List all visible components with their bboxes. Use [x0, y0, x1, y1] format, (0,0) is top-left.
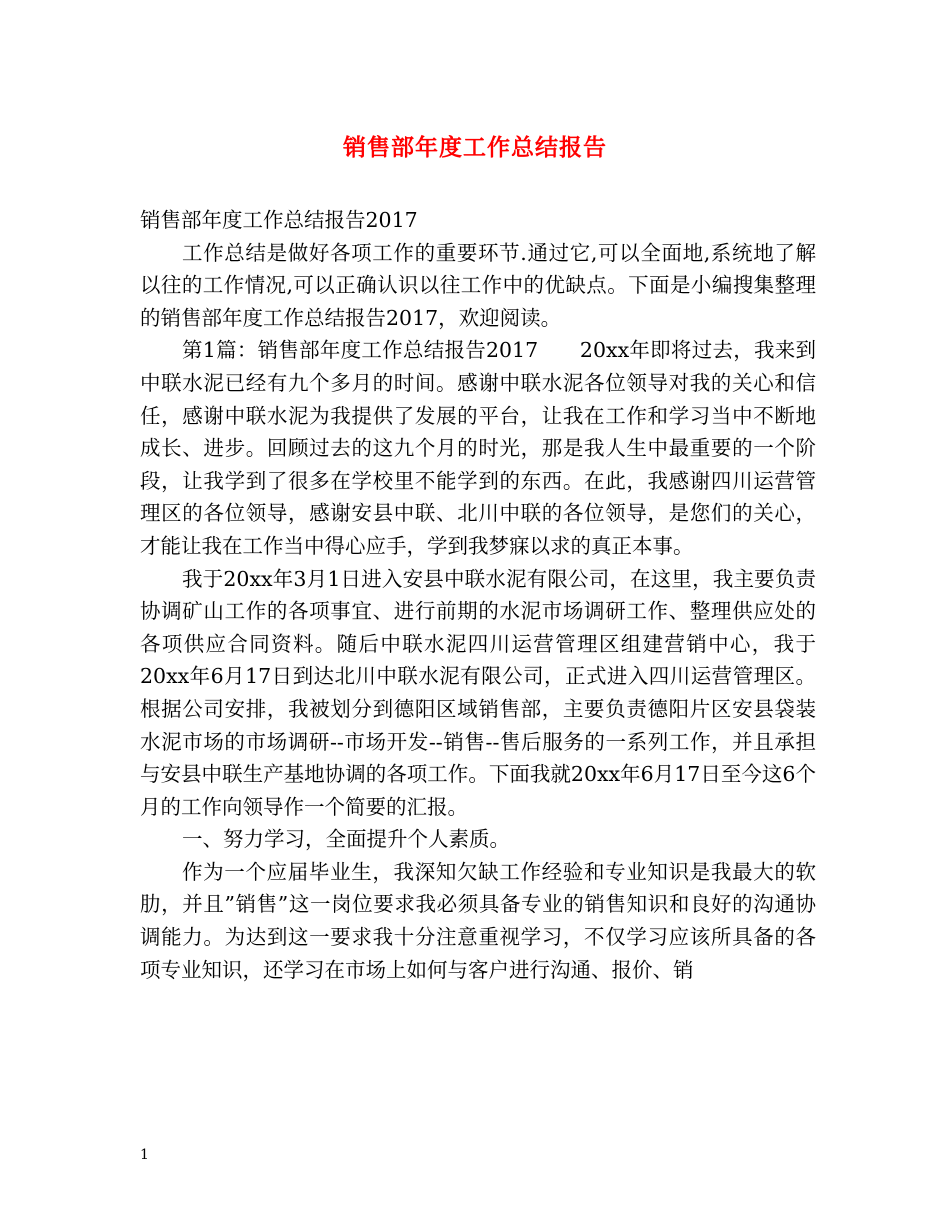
paragraph-intro: 工作总结是做好各项工作的重要环节.通过它,可以全面地,系统地了解以往的工作情况,可以正确认识以往工作中的优缺点。下面是小编搜集整理的销售部年度工作总结报告2017，欢迎阅读。	[140, 240, 816, 330]
document-body	[140, 204, 816, 986]
paragraph-learning: 作为一个应届毕业生，我深知欠缺工作经验和专业知识是我最大的软肋，并且”销售”这一岗位要求我必须具备专业的销售知识和良好的沟通协调能力。为达到这一要求我十分注意重视学习，不仅学习应该所具备的各项专业知识，还学习在市场上如何与客户进行沟通、报价、销	[140, 859, 816, 982]
paragraph-section-heading: 一、努力学习，全面提升个人素质。	[182, 827, 510, 852]
paragraph-part-1: 第1篇：销售部年度工作总结报告2017 20xx年即将过去，我来到中联水泥已经有九个多月的时间。感谢中联水泥各位领导对我的关心和信任，感谢中联水泥为我提供了发展的平台，让我在工作和学习当中不断地成长、进步。回顾过去的这九个月的时光，那是我人生中最重要的一个阶段，让我学到了很多在学校里不能学到的东西。在此，我感谢四川运营管理区的各位领导，感谢安县中联、北川中联的各位领导，是您们的关心，才能让我在工作当中得心应手，学到我梦寐以求的真正本事。	[140, 338, 816, 558]
paragraph-work-history: 我于20xx年3月1日进入安县中联水泥有限公司，在这里，我主要负责协调矿山工作的各项事宜、进行前期的水泥市场调研工作、整理供应处的各项供应合同资料。随后中联水泥四川运营管理区组建营销中心，我于20xx年6月17日到达北川中联水泥有限公司，正式进入四川运营管理区。根据公司安排，我被划分到德阳区域销售部，主要负责德阳片区安县袋装水泥市场的市场调研--市场开发--销售--售后服务的一系列工作，并且承担与安县中联生产基地协调的各项工作。下面我就20xx年6月17日至今这6个月的工作向领导作一个简要的汇报。	[140, 566, 816, 819]
document-title: 销售部年度工作总结报告	[343, 134, 607, 161]
paragraph-subtitle: 销售部年度工作总结报告2017	[140, 208, 418, 232]
page-number: 1	[140, 1147, 149, 1163]
